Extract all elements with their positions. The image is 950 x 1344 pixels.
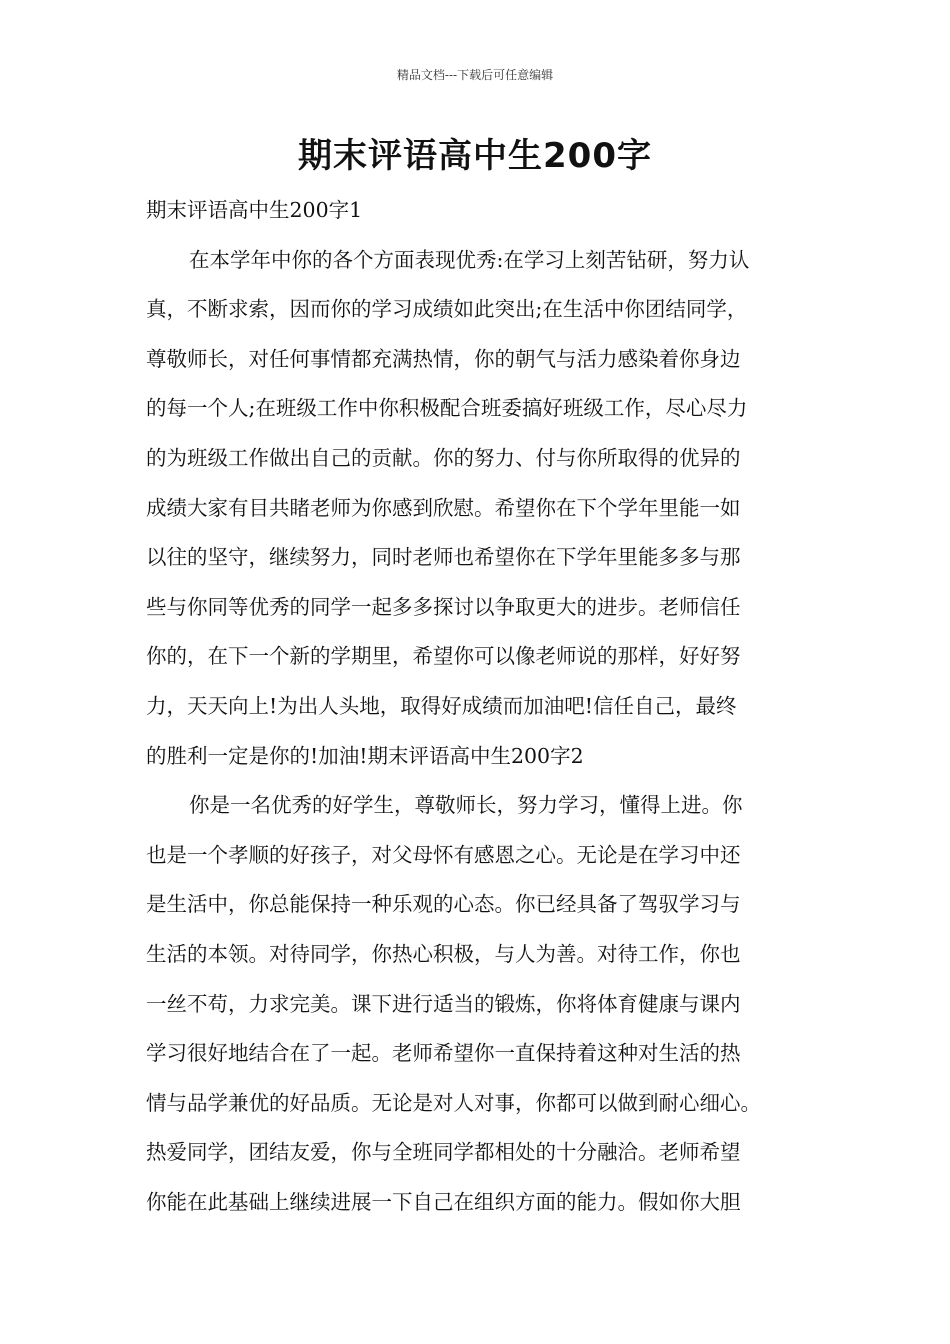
paragraph-line: 学习很好地结合在了一起。老师希望你一直保持着这种对生活的热 (146, 1041, 741, 1066)
paragraph-line: 你是一名优秀的好学生，尊敬师长，努力学习，懂得上进。你 (189, 793, 743, 818)
paragraph-line: 一丝不苟，力求完美。课下进行适当的锻炼，你将体育健康与课内 (146, 991, 741, 1016)
document-title: 期末评语高中生200字 (298, 136, 652, 176)
paragraph-line: 情与品学兼优的好品质。无论是对人对事，你都可以做到耐心细心。 (146, 1090, 761, 1115)
paragraph-1 (146, 236, 816, 782)
paragraph-line: 的胜利一定是你的!加油!期末评语高中生200字2 (146, 743, 584, 768)
paragraph-line: 以往的坚守，继续努力，同时老师也希望你在下学年里能多多与那 (146, 545, 741, 570)
section-heading-1: 期末评语高中生200字1 (146, 198, 363, 222)
paragraph-line: 成绩大家有目共睹老师为你感到欣慰。希望你在下个学年里能一如 (146, 495, 741, 520)
paragraph-line: 的每一个人;在班级工作中你积极配合班委搞好班级工作，尽心尽力 (146, 396, 748, 421)
paragraph-line: 热爱同学，团结友爱，你与全班同学都相处的十分融洽。老师希望 (146, 1140, 741, 1165)
paragraph-line: 的为班级工作做出自己的贡献。你的努力、付与你所取得的优异的 (146, 445, 741, 470)
paragraph-line: 力，天天向上!为出人头地，取得好成绩而加油吧!信任自己，最终 (146, 693, 737, 718)
paragraph-line: 在本学年中你的各个方面表现优秀:在学习上刻苦钻研，努力认 (189, 247, 750, 272)
paragraph-2 (146, 781, 816, 1227)
document-body (146, 186, 816, 1227)
page-header: 精品文档---下载后可任意编辑 (396, 68, 554, 82)
paragraph-line: 生活的本领。对待同学，你热心积极，与人为善。对待工作，你也 (146, 941, 741, 966)
paragraph-line: 你能在此基础上继续进展一下自己在组织方面的能力。假如你大胆 (146, 1189, 741, 1214)
paragraph-line: 些与你同等优秀的同学一起多多探讨以争取更大的进步。老师信任 (146, 594, 741, 619)
paragraph-line: 是生活中，你总能保持一种乐观的心态。你已经具备了驾驭学习与 (146, 892, 741, 917)
paragraph-line: 你的，在下一个新的学期里，希望你可以像老师说的那样，好好努 (146, 644, 741, 669)
paragraph-line: 尊敬师长，对任何事情都充满热情，你的朝气与活力感染着你身边 (146, 346, 741, 371)
paragraph-line: 真，不断求索，因而你的学习成绩如此突出;在生活中你团结同学， (146, 297, 748, 322)
paragraph-line: 也是一个孝顺的好孩子，对父母怀有感恩之心。无论是在学习中还 (146, 842, 741, 867)
